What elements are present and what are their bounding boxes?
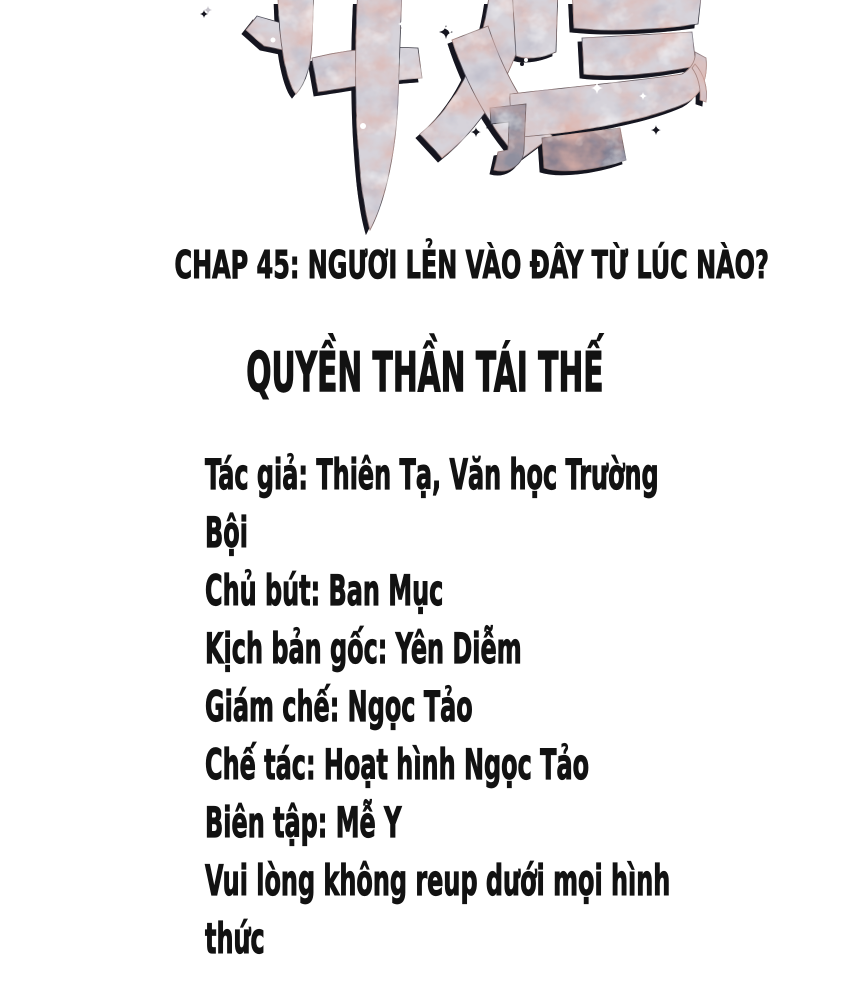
credit-line: Chế tác: Hoạt hình Ngọc Tảo bbox=[205, 740, 590, 789]
series-title bbox=[0, 341, 850, 405]
calligraphy-logo-svg bbox=[190, 0, 715, 240]
chapter-heading bbox=[0, 241, 850, 289]
calligraphy-glyphs bbox=[246, 0, 707, 230]
credits-block bbox=[205, 446, 825, 968]
credit-line: Giám chế: Ngọc Tảo bbox=[205, 682, 473, 731]
series-title-text: QUYỀN THẦN TÁI THẾ bbox=[246, 341, 604, 404]
credit-line: Chủ bút: Ban Mục bbox=[205, 566, 444, 615]
credit-line: Tác giả: Thiên Tạ, Văn học Trường bbox=[205, 450, 659, 499]
chapter-heading-text: CHAP 45: NGƯƠI LẺN VÀO ĐÂY TỪ LÚC NÀO? bbox=[174, 243, 769, 287]
series-logo-art bbox=[190, 0, 715, 240]
credit-line: Biên tập: Mễ Y bbox=[205, 798, 402, 847]
credit-line: thức bbox=[205, 914, 265, 963]
credit-line: Kịch bản gốc: Yên Diễm bbox=[205, 624, 522, 673]
credit-line: Bội bbox=[205, 508, 248, 557]
credit-line: Vui lòng không reup dưới mọi hình bbox=[205, 856, 671, 905]
